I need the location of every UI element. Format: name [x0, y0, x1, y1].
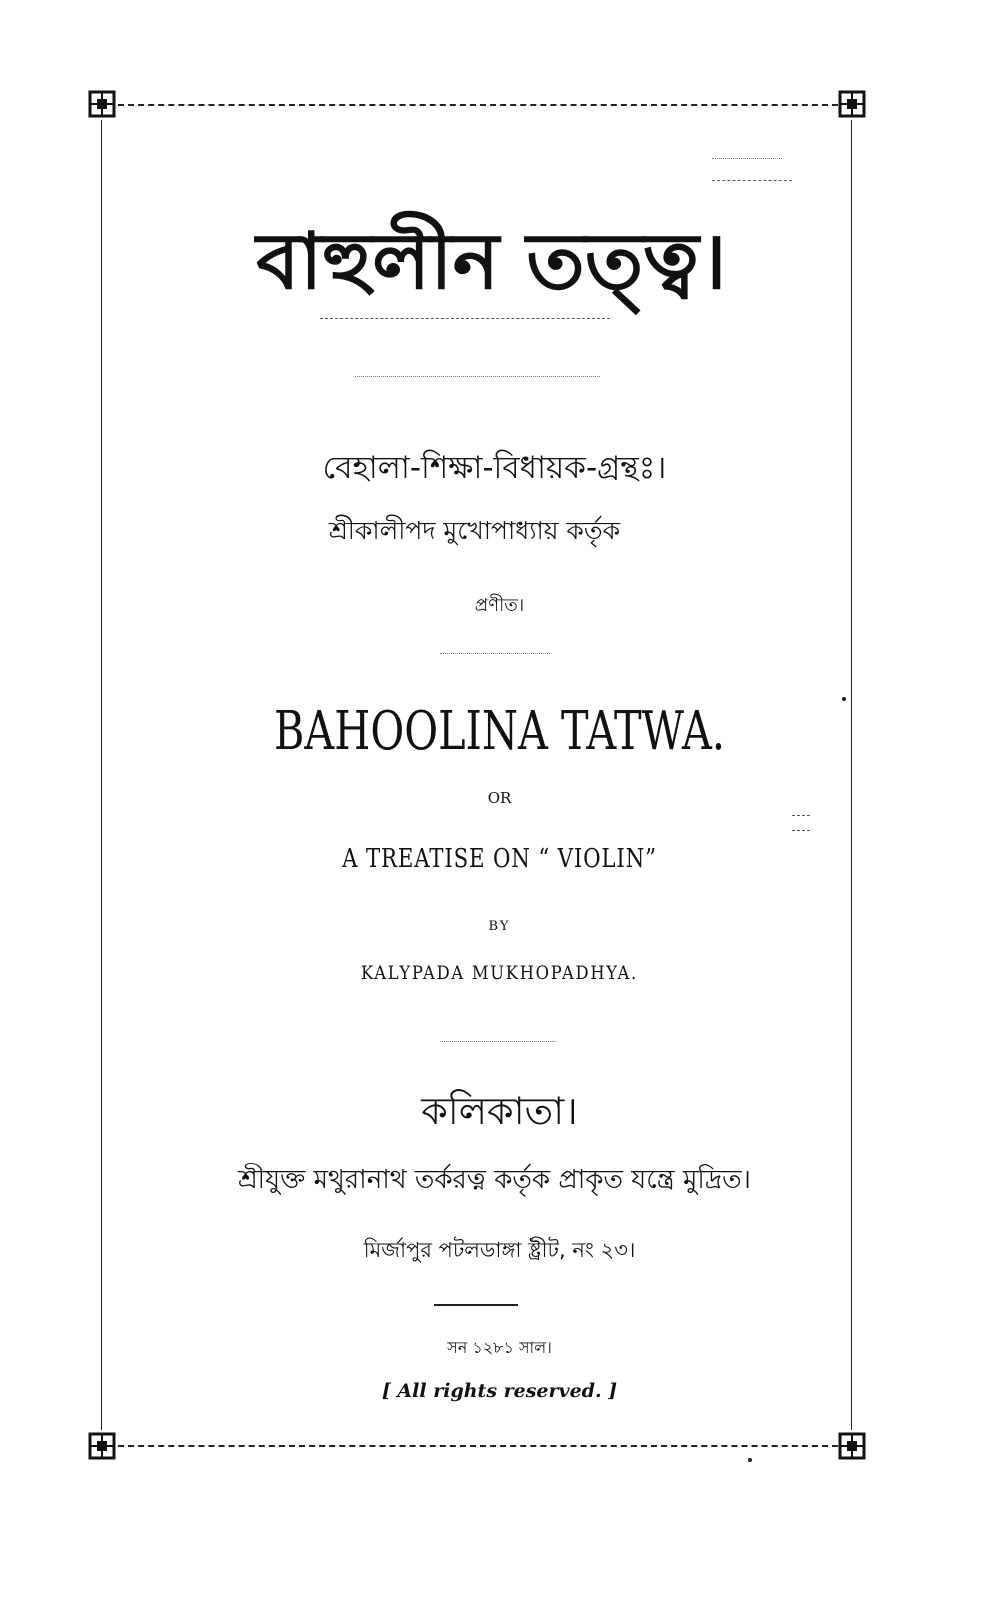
title-underline: [320, 318, 610, 319]
divider-dots: [440, 653, 550, 654]
rights-text: [ All rights reserved. ]: [381, 1380, 618, 1402]
author-english: KALYPADA MUKHOPADHYA.: [361, 962, 638, 984]
ornament-icon: [838, 1432, 866, 1460]
frame-right-border: [851, 120, 852, 1430]
frame-left-border: [101, 120, 102, 1430]
faint-mark: [712, 180, 792, 181]
year-bengali: সন ১২৮১ সাল।: [447, 1338, 552, 1357]
ink-speck: [748, 1458, 752, 1462]
treatise-text: A TREATISE ON “ VIOLIN”: [342, 844, 657, 874]
divider-dots: [355, 376, 600, 377]
title-bengali: বাহুলীন তত্ত্ব।: [256, 217, 727, 307]
frame-bottom-border: [118, 1445, 838, 1447]
written-bengali: প্রণীত।: [474, 595, 525, 616]
address-bengali: মির্জাপুর পটলডাঙ্গা ষ্ট্রীট, নং ২৩।: [363, 1238, 636, 1262]
faint-mark: [792, 830, 810, 831]
author-bengali: শ্রীকালীপদ মুখোপাধ্যায় কর্তৃক: [328, 516, 621, 545]
faint-mark: [712, 158, 782, 159]
frame-top-border: [118, 104, 838, 106]
faint-mark: [792, 815, 810, 816]
title-english: BAHOOLINA TATWA.: [274, 701, 725, 762]
ornament-icon: [88, 1432, 116, 1460]
subtitle-bengali: বেহালা-শিক্ষা-বিধায়ক-গ্রন্থঃ।: [322, 450, 667, 486]
separator-rule: [434, 1304, 518, 1306]
city-bengali: কলিকাতা।: [421, 1089, 578, 1133]
by-text: BY: [488, 919, 511, 934]
divider-dots: [440, 1041, 555, 1042]
ink-speck: [842, 697, 846, 701]
printer-bengali: শ্রীযুক্ত মথুরানাথ তর্করত্ন কর্তৃক প্রাকৃত যন্ত্রে মুদ্রিত।: [238, 1165, 751, 1195]
ornament-icon: [838, 90, 866, 118]
or-text: OR: [487, 789, 512, 807]
ornament-icon: [88, 90, 116, 118]
